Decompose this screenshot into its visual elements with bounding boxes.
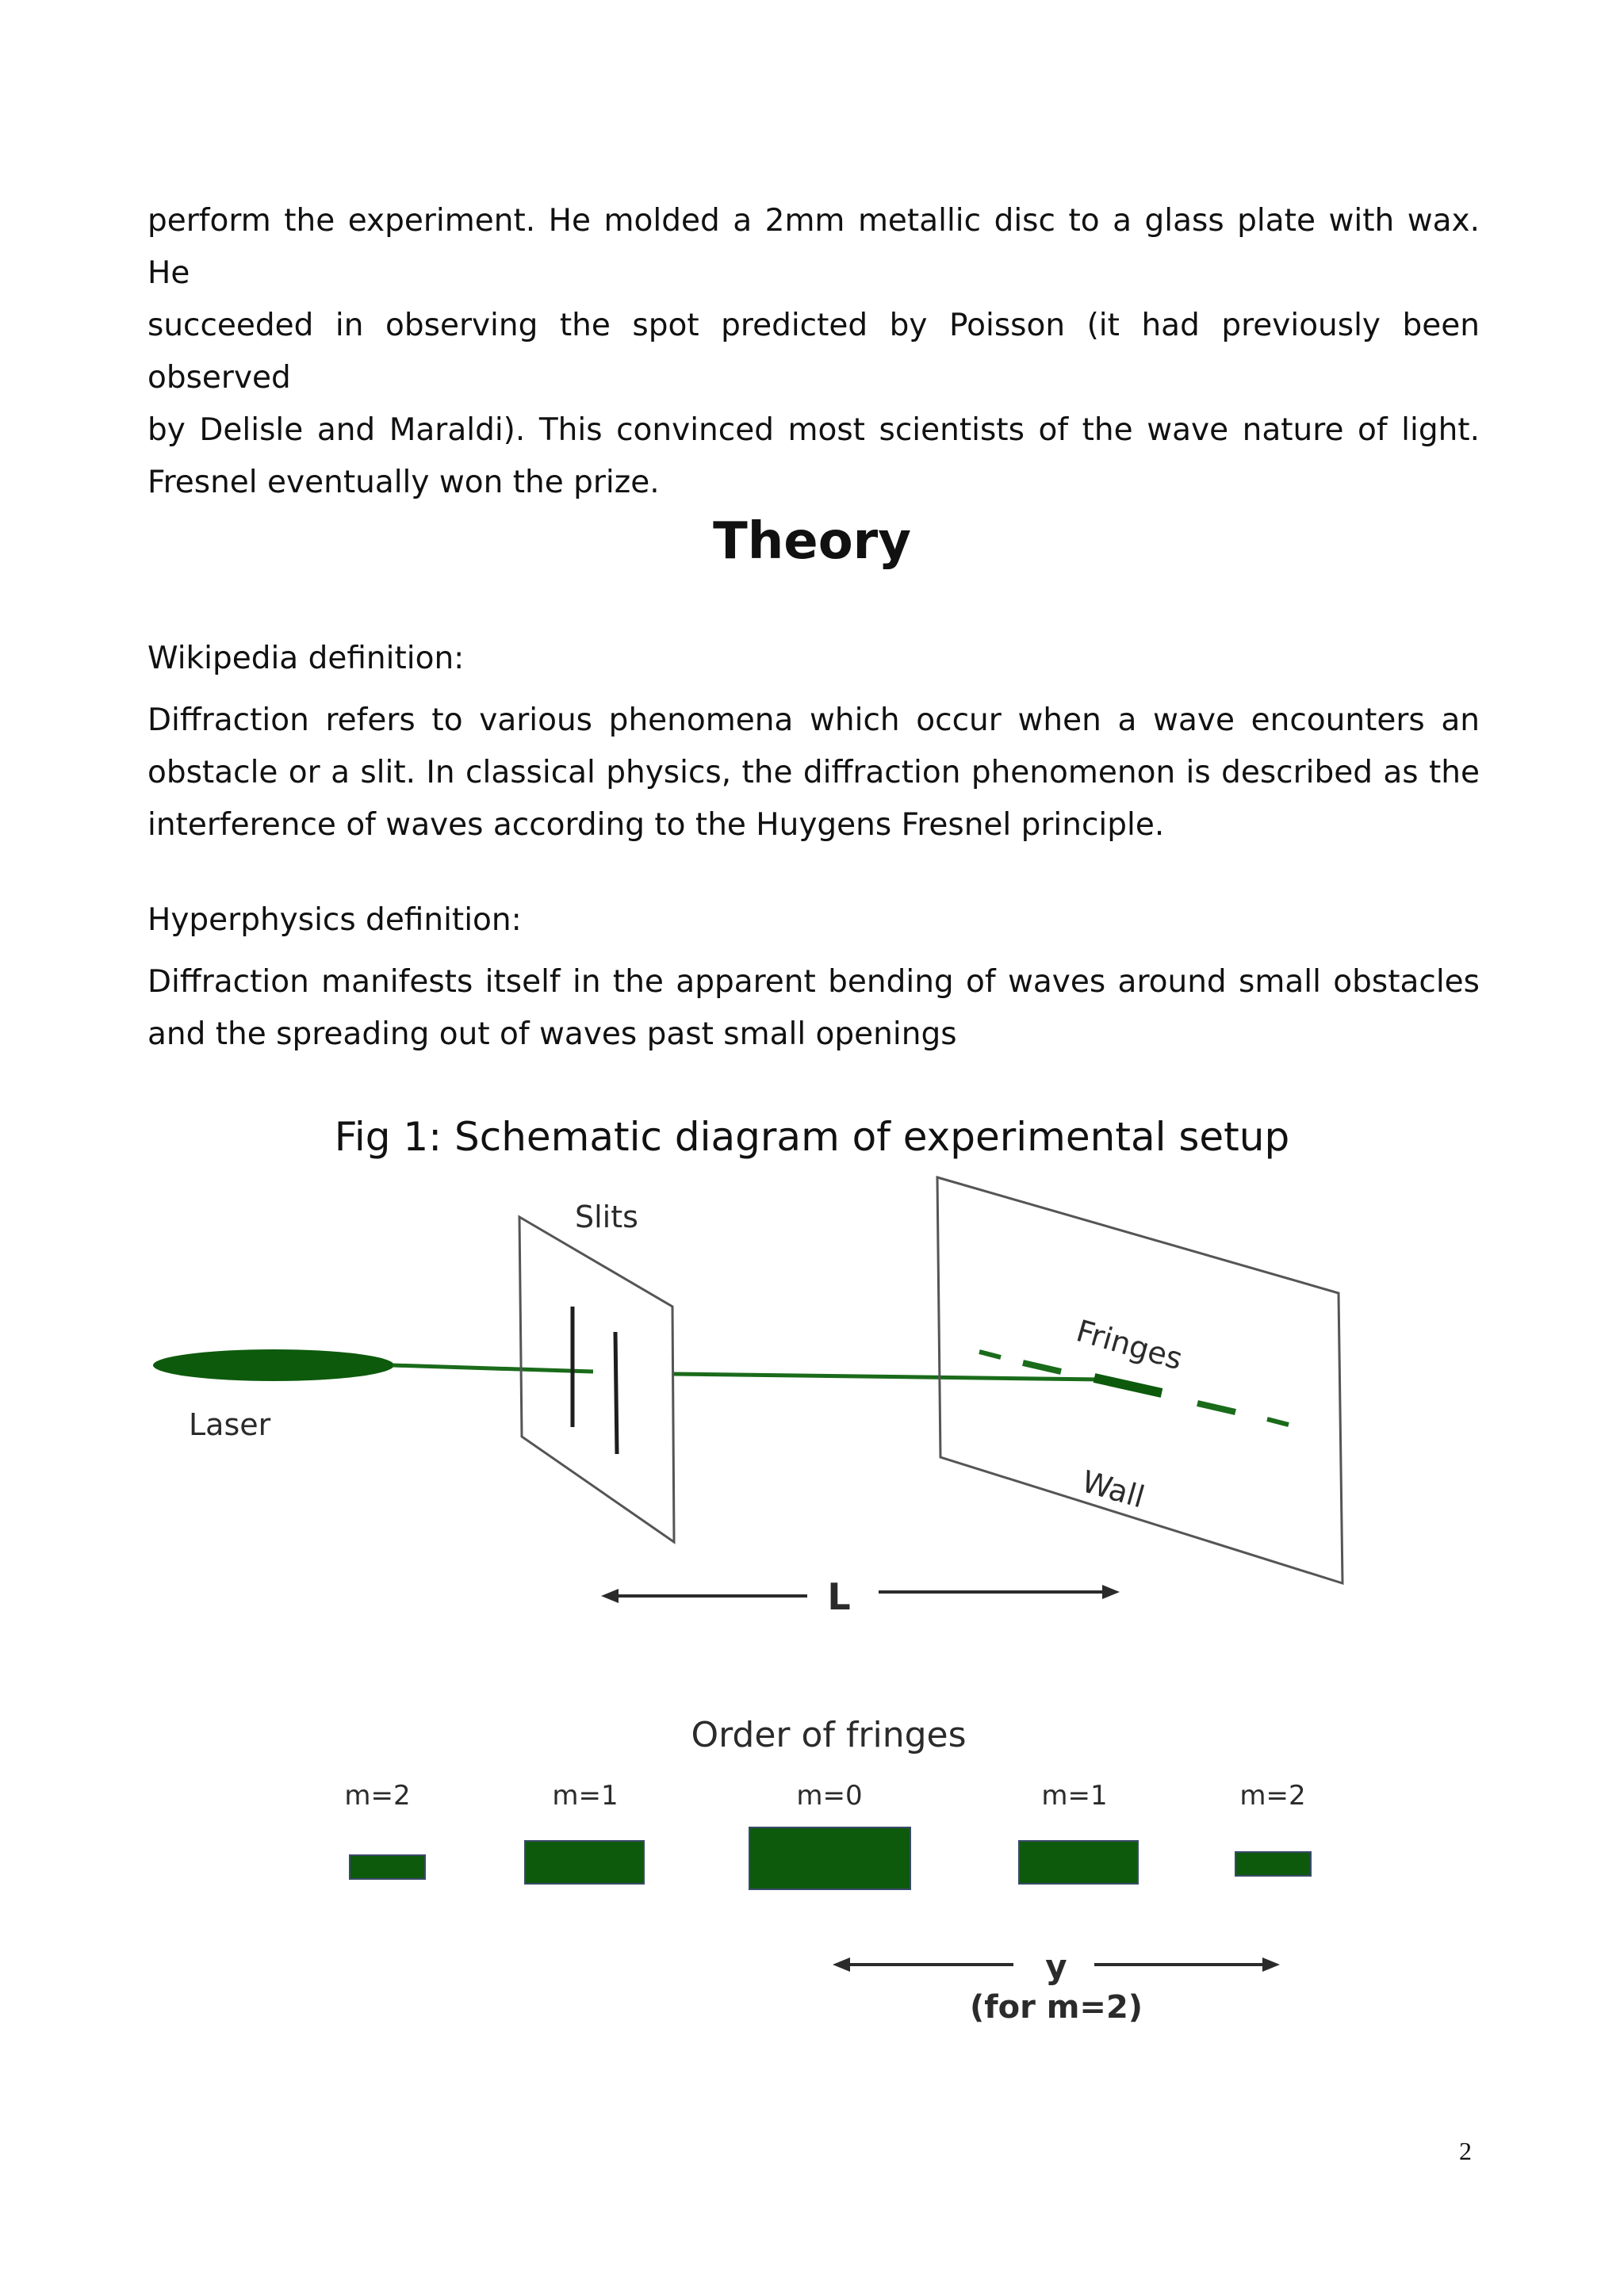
fringe-mark: [1197, 1403, 1235, 1412]
wall-shape: [937, 1177, 1342, 1583]
order-title: Order of fringes: [691, 1715, 967, 1755]
slit-plate-shape: [519, 1217, 674, 1542]
wall-label: Wall: [1078, 1464, 1149, 1515]
fringe-mark: [1023, 1363, 1061, 1372]
arrowhead-right-icon: [1262, 1957, 1280, 1972]
order-label-right-1: m=1: [1041, 1780, 1108, 1812]
wikipedia-label: Wikipedia definition:: [147, 641, 465, 676]
fringe-mark: [1094, 1378, 1162, 1393]
fringe-block-left-2: [350, 1855, 425, 1879]
order-label-left-1: m=1: [552, 1780, 619, 1812]
arrowhead-right-icon: [1102, 1585, 1120, 1599]
order-label-right-2: m=2: [1239, 1780, 1306, 1812]
fringe-block-center-0: [749, 1827, 910, 1889]
arrowhead-left-icon: [601, 1589, 619, 1603]
slits-label: Slits: [575, 1200, 638, 1234]
intro-line-3: by Delisle and Maraldi). This convinced most scientists of the wave nature of light.: [147, 412, 1480, 448]
fringe-block-right-2: [1235, 1852, 1311, 1876]
diffracted-beam: [674, 1374, 1102, 1380]
y-note: (for m=2): [969, 1989, 1143, 2026]
fringes-label: Fringes: [1072, 1313, 1187, 1377]
figure-caption: Fig 1: Schematic diagram of experimental setup: [334, 1114, 1290, 1160]
fringe-mark: [979, 1352, 1001, 1357]
wikipedia-line-3: interference of waves according to the Huygens Fresnel principle.: [147, 807, 1165, 843]
hyperphysics-line-1: Diffraction manifests itself in the apparent bending of waves around small obstacles: [147, 964, 1480, 1000]
laser-source-shape: [153, 1349, 394, 1381]
section-heading: Theory: [713, 512, 911, 571]
order-label-center-0: m=0: [796, 1780, 863, 1812]
intro-line-2: succeeded in observing the spot predicted by Poisson (it had previously been observed: [147, 308, 1480, 396]
slit-two-shape: [615, 1332, 617, 1454]
arrowhead-left-icon: [833, 1957, 850, 1972]
hyperphysics-label: Hyperphysics definition:: [147, 902, 522, 938]
laser-label: Laser: [189, 1407, 271, 1442]
laser-beam-segment: [393, 1365, 593, 1372]
y-label: y: [1045, 1947, 1067, 1986]
fringe-block-right-1: [1019, 1841, 1138, 1884]
order-label-left-2: m=2: [344, 1780, 411, 1812]
intro-line-4: Fresnel eventually won the prize.: [147, 465, 660, 500]
intro-line-1: perform the experiment. He molded a 2mm metallic disc to a glass plate with wax. He: [147, 203, 1480, 291]
distance-label: L: [827, 1575, 851, 1618]
fringe-block-left-1: [525, 1841, 644, 1884]
page-number: 2: [1459, 2137, 1472, 2165]
fringe-mark: [1267, 1419, 1289, 1425]
wikipedia-line-1: Diffraction refers to various phenomena which occur when a wave encounters an: [147, 702, 1480, 738]
hyperphysics-line-2: and the spreading out of waves past small openings: [147, 1016, 957, 1052]
wikipedia-line-2: obstacle or a slit. In classical physics, the diffraction phenomenon is described as the: [147, 755, 1480, 790]
